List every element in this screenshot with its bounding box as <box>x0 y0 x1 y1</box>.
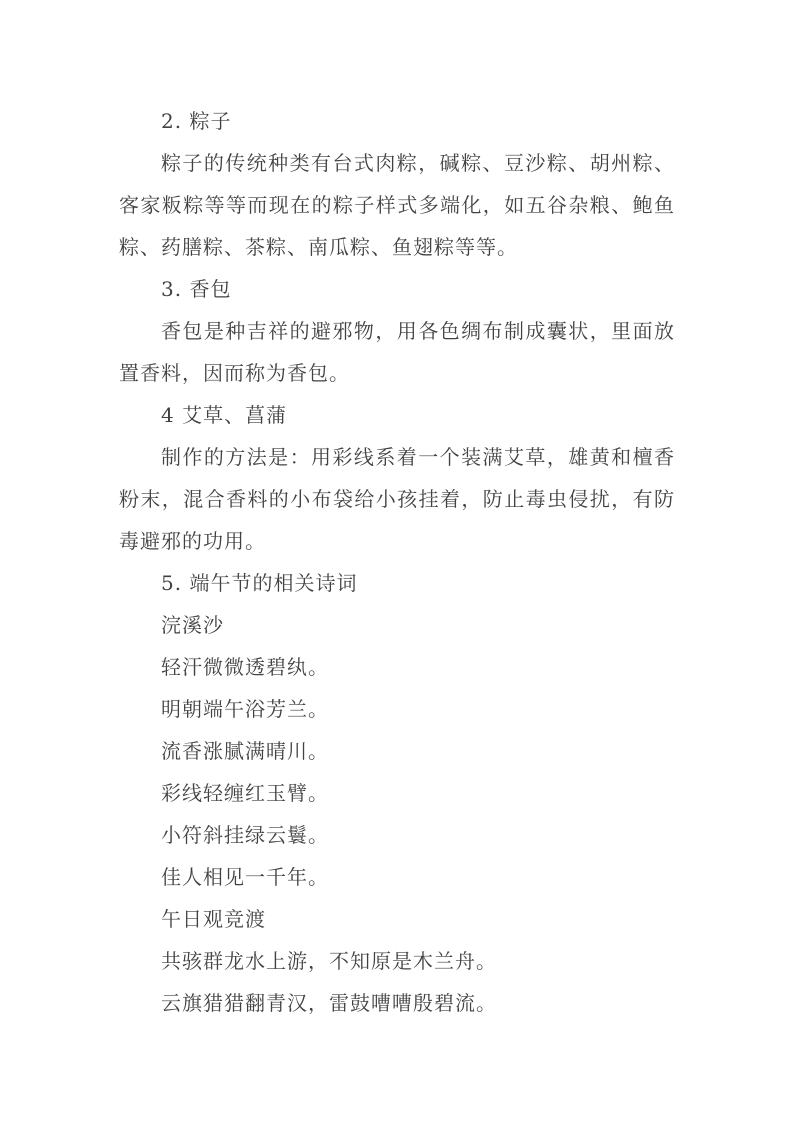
para-xiangbao-line-2: 置香料，因而称为香包。 <box>119 361 350 385</box>
para-xiangbao-line-1: 香包是种吉祥的避邪物，用各色绸布制成囊状，里面放 <box>161 319 675 343</box>
poem-line-jingdu-2: 云旗猎猎翻青汉，雷鼓嘈嘈殷碧流。 <box>161 991 497 1015</box>
para-aicao-line-3: 毒避邪的功用。 <box>119 529 266 553</box>
heading-2-zongzi: 2. 粽子 <box>161 109 232 133</box>
poem-line-huanxisha-6: 佳人相见一千年。 <box>161 865 329 889</box>
poem-line-huanxisha-1: 轻汗微微透碧纨。 <box>161 655 329 679</box>
para-aicao-line-1: 制作的方法是：用彩线系着一个装满艾草，雄黄和檀香 <box>161 445 675 469</box>
poem-line-jingdu-1: 共骇群龙水上游，不知原是木兰舟。 <box>161 949 497 973</box>
poem-line-huanxisha-4: 彩线轻缠红玉臂。 <box>161 781 329 805</box>
poem-line-huanxisha-3: 流香涨腻满晴川。 <box>161 739 329 763</box>
para-zongzi-line-3: 粽、药膳粽、茶粽、南瓜粽、鱼翅粽等等。 <box>119 235 518 259</box>
heading-3-xiangbao: 3. 香包 <box>161 277 232 301</box>
heading-4-aicao-changpu: 4 艾草、菖蒲 <box>161 403 288 427</box>
poem-title-wuri-guanjingdu: 午日观竞渡 <box>161 907 266 931</box>
poem-line-huanxisha-5: 小符斜挂绿云鬟。 <box>161 823 329 847</box>
heading-5-duanwu-poems: 5. 端午节的相关诗词 <box>161 571 358 595</box>
para-aicao-line-2: 粉末，混合香料的小布袋给小孩挂着，防止毒虫侵扰，有防 <box>119 487 675 511</box>
poem-title-huanxisha: 浣溪沙 <box>161 613 224 637</box>
para-zongzi-line-2: 客家粄粽等等而现在的粽子样式多端化，如五谷杂粮、鲍鱼 <box>119 193 675 217</box>
para-zongzi-line-1: 粽子的传统种类有台式肉粽，碱粽、豆沙粽、胡州粽、 <box>161 151 675 175</box>
document-body <box>119 100 675 1024</box>
poem-line-huanxisha-2: 明朝端午浴芳兰。 <box>161 697 329 721</box>
